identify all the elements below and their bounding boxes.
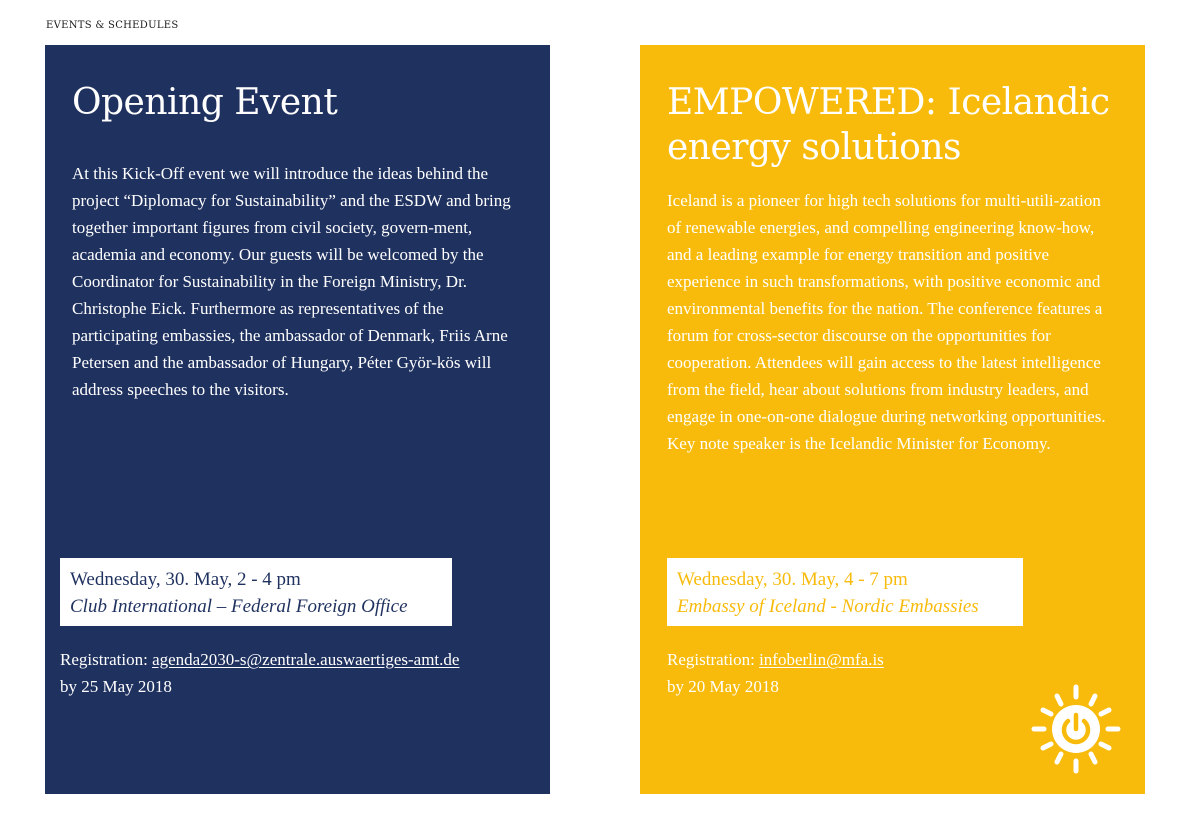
registration-email-link[interactable]: agenda2030-s@zentrale.auswaertiges-amt.de — [152, 650, 460, 669]
sun-power-icon — [1030, 683, 1122, 775]
event-registration — [667, 646, 884, 700]
event-card-opening — [45, 45, 550, 794]
section-header: EVENTS & SCHEDULES — [46, 20, 179, 31]
event-date: Wednesday, 30. May, 4 - 7 pm — [677, 569, 908, 590]
event-description: Iceland is a pioneer for high tech solutions for multi-utili-zation of renewable energies, and compelling engineering know-how, and a leading example for energy transition and positive experience in such transformations, with positive economic and environmental benefits for the nation. The conference features a forum for cross-sector discourse on the opportunities for cooperation. Attendees will gain access to the latest intelligence from the field, hear about solutions from industry leaders, and engage in one-on-one dialogue during networking opportunities. Key note speaker is the Icelandic Minister for Economy. — [667, 191, 1106, 453]
registration-label: Registration: — [667, 650, 760, 669]
registration-deadline: by 25 May 2018 — [60, 677, 172, 696]
registration-label: Registration: — [60, 650, 153, 669]
event-venue: Club International – Federal Foreign Office — [70, 596, 408, 617]
event-description: At this Kick-Off event we will introduce the ideas behind the project “Diplomacy for Sustainability” and the ESDW and bring together important figures from civil society, govern-ment, academia and economy. Our guests will be welcomed by the Coordinator for Sustainability in the Foreign Ministry, Dr. Christophe Eick. Furthermore as representatives of the participating embassies, the ambassador of Denmark, Friis Arne Petersen and the ambassador of Hungary, Péter Györ-kös will address speeches to the visitors. — [72, 164, 511, 399]
registration-email-link[interactable]: infoberlin@mfa.is — [759, 650, 884, 669]
event-date: Wednesday, 30. May, 2 - 4 pm — [70, 569, 301, 590]
event-schedule-box — [667, 558, 1023, 626]
registration-deadline: by 20 May 2018 — [667, 677, 779, 696]
event-title: EMPOWERED: Icelandic energy solutions — [667, 82, 1110, 168]
event-title: Opening Event — [72, 82, 338, 123]
event-schedule-box — [60, 558, 452, 626]
registration-line — [60, 646, 459, 673]
event-card-empowered — [640, 45, 1145, 794]
event-registration — [60, 646, 459, 700]
event-venue: Embassy of Iceland - Nordic Embassies — [677, 596, 979, 617]
registration-line — [667, 646, 884, 673]
